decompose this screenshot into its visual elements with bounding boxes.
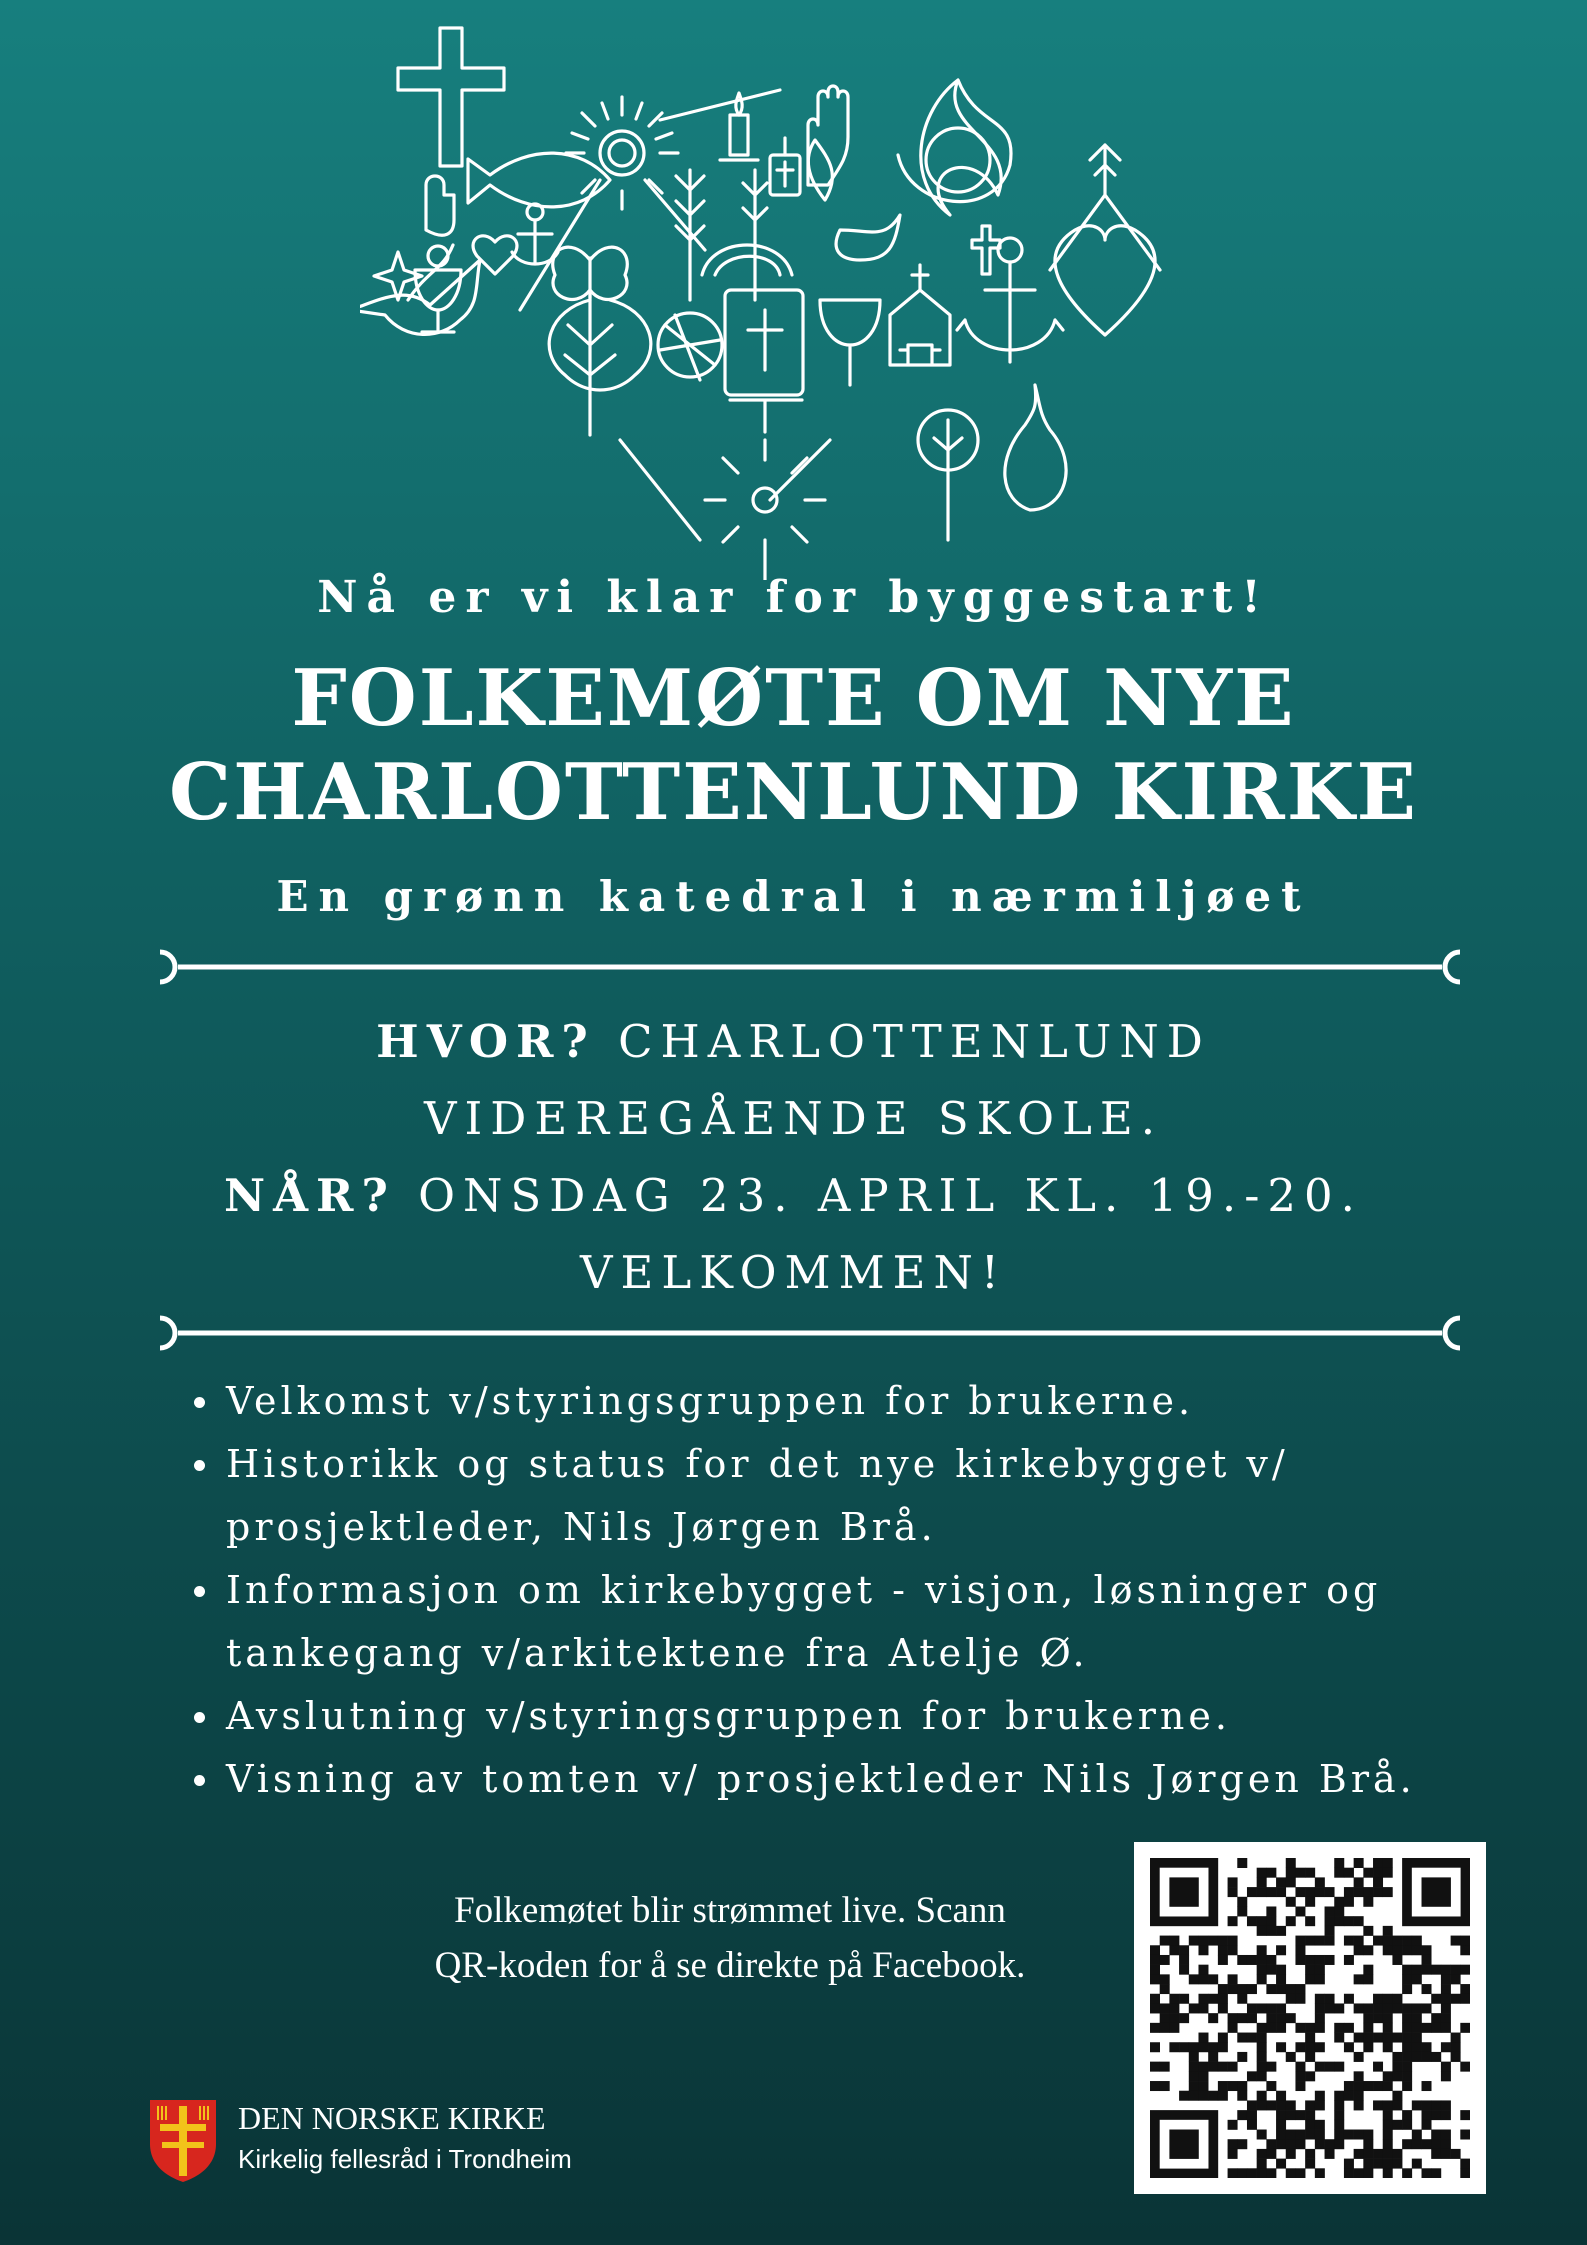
agenda-item: Avslutning v/styringsgruppen for brukerne. [190,1685,1440,1748]
tree-small-icon [918,410,978,540]
qr-code-icon [1150,1858,1470,2178]
agenda-item: Velkomst v/styringsgruppen for brukerne. [190,1370,1440,1433]
stream-line-2: QR-koden for å se direkte på Facebook. [434,1945,1026,1986]
wine-glass-icon [820,300,880,385]
event-info [0,1003,1587,1311]
stream-line-1: Folkemøtet blir strømmet live. Scann [454,1890,1006,1931]
organization-name: DEN NORSKE KIRKE [238,2100,546,2136]
dove-icon [360,245,480,334]
where-value-2: VIDEREGÅENDE SKOLE. [424,1092,1163,1145]
wheat-icon [676,170,767,300]
where-value-1: CHARLOTTENLUND [618,1015,1211,1068]
praying-hand-icon [808,86,848,185]
dove-small-icon [836,215,900,260]
book-icon [770,138,800,195]
anchor-icon [512,204,558,264]
sun-icon [566,97,678,209]
tree-icon [549,295,651,435]
divider-bottom [150,1308,1470,1358]
drop-large-icon [1005,385,1066,510]
where-row [0,1003,1587,1080]
bible-icon [702,245,803,432]
small-cross-icon [972,226,1000,274]
divider-top [150,942,1470,992]
title-line-2: CHARLOTTENLUND KIRKE [169,747,1418,838]
when-value: ONSDAG 23. APRIL KL. 19.-20. [418,1169,1363,1222]
chalice-icon [415,246,461,332]
stream-notice [330,1883,1130,1993]
intro-text: Nå er vi klar for byggestart! [317,572,1270,623]
when-label: NÅR? [224,1169,396,1222]
trinity-knot-icon [898,80,1011,215]
qr-code[interactable] [1134,1842,1486,2194]
where-label: HVOR? [376,1015,596,1068]
anchor-large-icon [957,238,1063,362]
page-title [0,652,1587,840]
drop-icon [808,140,832,200]
agenda-list [190,1370,1440,1811]
agenda-item: Visning av tomten v/ prosjektleder Nils Jørgen Brå. [190,1748,1440,1811]
agenda-item: Historikk og status for det nye kirkebygget v/ prosjektleder, Nils Jørgen Brå. [190,1433,1440,1559]
church-logo-icon [148,2098,218,2184]
church-icon [890,265,950,365]
agenda-item: Informasjon om kirkebygget - visjon, løsninger og tankegang v/arkitektene fra Atelje Ø. [190,1559,1440,1685]
butterfly-icon [553,247,628,299]
when-row [0,1157,1587,1234]
cross-icon [398,28,504,166]
christian-symbols-illustration [360,20,1220,580]
hand-icon [426,176,454,235]
organization-subtitle: Kirkelig fellesråd i Trondheim [238,2144,572,2174]
title-line-1: FOLKEMØTE OM NYE [291,653,1296,744]
subtitle: En grønn katedral i nærmiljøet [276,872,1311,921]
welcome-text: VELKOMMEN! [580,1246,1007,1299]
